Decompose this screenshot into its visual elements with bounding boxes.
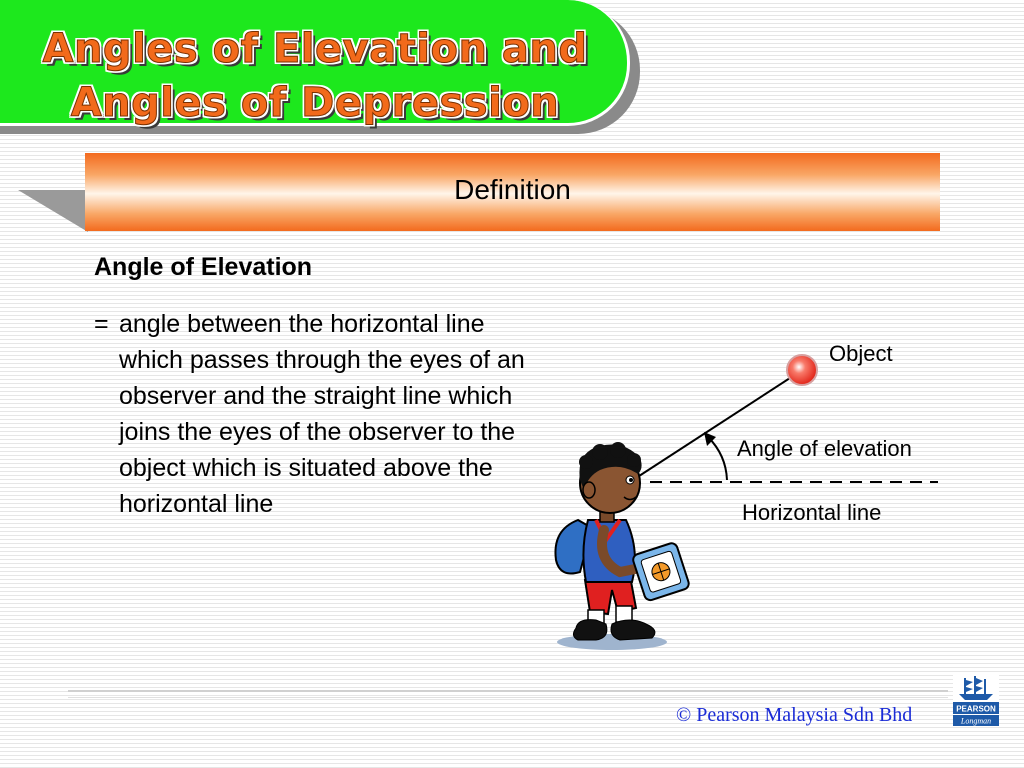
pearson-longman-logo xyxy=(953,672,999,726)
slide-title-line-2: Angles of Depression xyxy=(70,80,560,126)
elevation-diagram xyxy=(540,330,960,660)
logo-text-bottom: Longman xyxy=(960,716,992,726)
definition-text: angle between the horizontal line which passes through the eyes of an observer and the straight line which joins the eyes of the observer to the object which is situated above the horizontal line xyxy=(119,310,525,518)
footer-divider xyxy=(68,690,948,692)
object-label: Object xyxy=(829,341,893,366)
line-of-sight xyxy=(636,378,790,478)
angle-arc xyxy=(708,437,727,480)
logo-text-top: PEARSON xyxy=(956,704,996,714)
angle-of-elevation-label: Angle of elevation xyxy=(737,436,912,461)
section-banner xyxy=(85,153,940,231)
definition-block xyxy=(94,306,534,522)
observer-boy-figure xyxy=(555,442,690,650)
footer-divider-secondary xyxy=(68,697,948,698)
object-ball xyxy=(787,355,817,385)
banner-wedge-decoration xyxy=(18,190,88,232)
slide-title-line-1: Angles of Elevation and xyxy=(42,26,588,72)
title-banner xyxy=(0,0,630,126)
section-heading: Definition xyxy=(454,174,571,205)
definition-equals-sign: = xyxy=(94,310,109,338)
copyright-text: © Pearson Malaysia Sdn Bhd xyxy=(676,704,913,726)
term-heading: Angle of Elevation xyxy=(94,253,313,281)
horizontal-line-label: Horizontal line xyxy=(742,500,882,525)
